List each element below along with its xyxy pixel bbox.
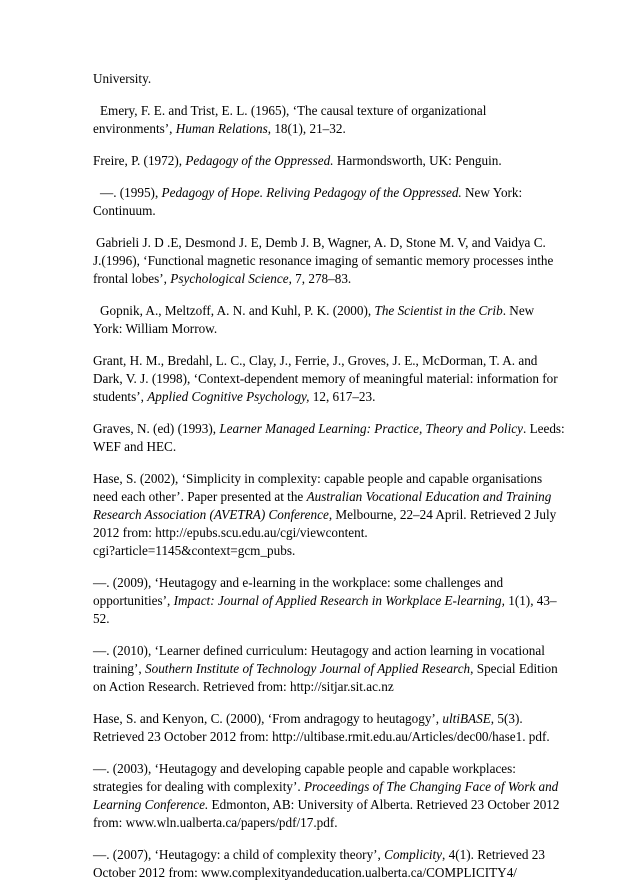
- reference-line: WEF and HEC.: [93, 439, 177, 454]
- reference-entry: [93, 234, 554, 288]
- reference-entry: [93, 184, 545, 220]
- italic-title: Psychological Science: [170, 271, 289, 286]
- italic-title: Research Association (AVETRA) Conference: [93, 507, 329, 522]
- reference-line: Hase, S. and Kenyon, C. (2000), ‘From andragogy to heutagogy’, ultiBASE, 5(3).: [93, 711, 523, 726]
- reference-line: environments’, Human Relations, 18(1), 21–32.: [93, 121, 346, 136]
- italic-title: Pedagogy of the Oppressed.: [185, 153, 334, 168]
- reference-line: students’, Applied Cognitive Psychology, 12, 617–23.: [93, 389, 376, 404]
- reference-line: York: William Morrow.: [93, 321, 218, 336]
- italic-title: ultiBASE: [442, 711, 491, 726]
- reference-entry: [93, 152, 545, 170]
- reference-entry: [93, 102, 545, 138]
- italic-title: Applied Cognitive Psychology,: [147, 389, 310, 404]
- reference-line: cgi?article=1145&context=gcm_pubs.: [93, 543, 296, 558]
- italic-title: The Scientist in the Crib: [374, 303, 503, 318]
- reference-line: from: www.wln.ualberta.ca/papers/pdf/17.pdf.: [93, 815, 338, 830]
- italic-title: Proceedings of The Changing Face of Work and: [303, 779, 559, 794]
- italic-title: Australian Vocational Education and Training: [306, 489, 552, 504]
- reference-line: Continuum.: [93, 203, 156, 218]
- reference-line: —. (2010), ‘Learner defined curriculum: Heutagogy and action learning in vocational: [93, 643, 545, 658]
- reference-line: Grant, H. M., Bredahl, L. C., Clay, J., Ferrie, J., Groves, J. E., McDorman, T. A. and: [93, 353, 538, 368]
- reference-entry: [93, 760, 560, 832]
- reference-line: Emery, F. E. and Trist, E. L. (1965), ‘The causal texture of organizational: [100, 103, 487, 118]
- italic-title: Impact: Journal of Applied Research in Workplace E-learning,: [173, 593, 505, 608]
- italic-title: Human Relations: [175, 121, 268, 136]
- reference-line: opportunities’, Impact: Journal of Applied Research in Workplace E-learning, 1(1), 43–: [93, 593, 557, 608]
- reference-line: Gabrieli J. D .E, Desmond J. E, Demb J. B, Wagner, A. D, Stone M. V, and Vaidya C.: [96, 235, 546, 250]
- reference-entry: [93, 302, 545, 338]
- italic-title: Southern Institute of Technology Journal of Applied Research: [145, 661, 471, 676]
- reference-line: Dark, V. J. (1998), ‘Context-dependent memory of meaningful material: information for: [93, 371, 558, 386]
- italic-title: Pedagogy of Hope. Reliving Pedagogy of the Oppressed.: [161, 185, 462, 200]
- italic-title: Complicity: [384, 847, 443, 862]
- reference-line: Graves, N. (ed) (1993), Learner Managed Learning: Practice, Theory and Policy. Leeds:: [93, 421, 565, 436]
- reference-list: [93, 70, 565, 896]
- reference-entry: [93, 574, 557, 628]
- reference-line: 2012 from: http://epubs.scu.edu.au/cgi/viewcontent.: [93, 525, 368, 540]
- reference-line: Retrieved 23 October 2012 from: http://ultibase.rmit.edu.au/Articles/dec00/hase1. pdf.: [93, 729, 550, 744]
- reference-line: Freire, P. (1972), Pedagogy of the Oppressed. Harmondsworth, UK: Penguin.: [93, 153, 502, 168]
- reference-entry: [93, 642, 558, 696]
- reference-entry: [93, 420, 565, 456]
- reference-line: frontal lobes’, Psychological Science, 7, 278–83.: [93, 271, 352, 286]
- reference-line: —. (2003), ‘Heutagogy and developing capable people and capable workplaces:: [93, 761, 516, 776]
- reference-line: strategies for dealing with complexity’. Proceedings of The Changing Face of Work and: [93, 779, 559, 794]
- reference-entry: [93, 710, 550, 746]
- reference-entry: [93, 352, 558, 406]
- reference-line: Learning Conference. Edmonton, AB: University of Alberta. Retrieved 23 October 2012: [93, 797, 560, 812]
- reference-line: —. (2007), ‘Heutagogy: a child of complexity theory’, Complicity, 4(1). Retrieved 23: [93, 847, 545, 862]
- reference-line: J.(1996), ‘Functional magnetic resonance imaging of semantic memory processes inthe: [93, 253, 554, 268]
- reference-line: October 2012 from: www.complexityandeducation.ualberta.ca/COMPLICITY4/: [93, 865, 517, 880]
- reference-line: training’, Southern Institute of Technology Journal of Applied Research, Special Edition: [93, 661, 558, 676]
- reference-line: 52.: [93, 611, 110, 626]
- reference-line: Hase, S. (2002), ‘Simplicity in complexity: capable people and capable organisations: [93, 471, 543, 486]
- reference-line: on Action Research. Retrieved from: http://sitjar.sit.ac.nz: [93, 679, 394, 694]
- reference-line: —. (1995), Pedagogy of Hope. Reliving Pedagogy of the Oppressed. New York:: [100, 185, 523, 200]
- reference-line: Research Association (AVETRA) Conference, Melbourne, 22–24 April. Retrieved 2 July: [93, 507, 557, 522]
- reference-line: Gopnik, A., Meltzoff, A. N. and Kuhl, P. K. (2000), The Scientist in the Crib. New: [100, 303, 535, 318]
- italic-title: Learner Managed Learning: Practice, Theory and Policy: [219, 421, 523, 436]
- reference-entry: [93, 70, 545, 88]
- reference-entry: [93, 846, 545, 882]
- reference-line: —. (2009), ‘Heutagogy and e-learning in the workplace: some challenges and: [93, 575, 504, 590]
- reference-line: need each other’. Paper presented at the Australian Vocational Education and Training: [93, 489, 552, 504]
- reference-line: University.: [93, 71, 152, 86]
- reference-entry: [93, 470, 557, 560]
- italic-title: Learning Conference.: [93, 797, 209, 812]
